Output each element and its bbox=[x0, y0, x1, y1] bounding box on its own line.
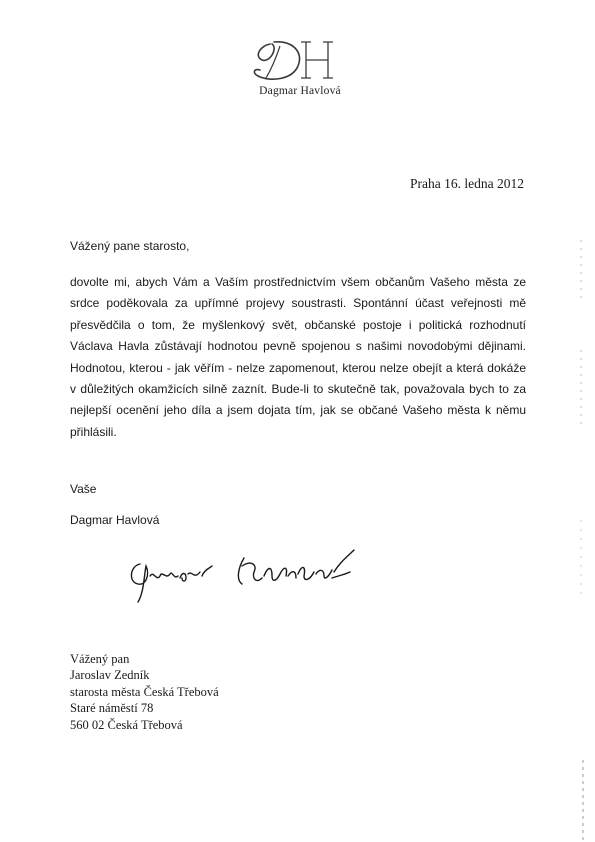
address-line: Jaroslav Zedník bbox=[70, 668, 150, 683]
signer-name: Dagmar Havlová bbox=[70, 513, 160, 527]
letterhead-logo bbox=[240, 36, 360, 102]
salutation: Vážený pane starosto, bbox=[70, 239, 190, 253]
dh-monogram-icon bbox=[240, 36, 360, 86]
body-paragraph: dovolte mi, abych Vám a Vaším prostřednictvím všem občanům Vašeho města ze srdce poděkovala za upřímné projevy soustrasti. Spontánní účast veřejnosti mě přesvědčila o tom, že myšlenkový svět, občanské postoje i politická rozhodnutí Václava Havla zůstávají hodnotou pevně spojenou s našimi novodobými dějinami. Hodnotou, kterou - jak věřím - nelze zapomenout, kterou nelze obejít a která dokáže v důležitých okamžicích silně zaznít. Bude-li to skutečně tak, považovala bych to za nejlepší ocenění jeho díla a jsem dojata tím, jak se občané Vašeho města k němu přihlásili. bbox=[70, 275, 526, 439]
address-line: Vážený pan bbox=[70, 652, 130, 666]
scan-edge-marks bbox=[575, 0, 595, 842]
recipient-address bbox=[70, 651, 219, 733]
address-line: Staré náměstí 78 bbox=[70, 701, 154, 716]
address-line: 560 02 Česká Třebová bbox=[70, 717, 183, 732]
letterhead-name: Dagmar Havlová bbox=[259, 85, 341, 97]
handwritten-signature bbox=[126, 536, 386, 606]
letter-date: Praha 16. ledna 2012 bbox=[410, 176, 524, 191]
closing: Vaše bbox=[70, 482, 97, 496]
letter-body bbox=[70, 272, 526, 443]
address-line: starosta města Česká Třebová bbox=[70, 684, 219, 699]
